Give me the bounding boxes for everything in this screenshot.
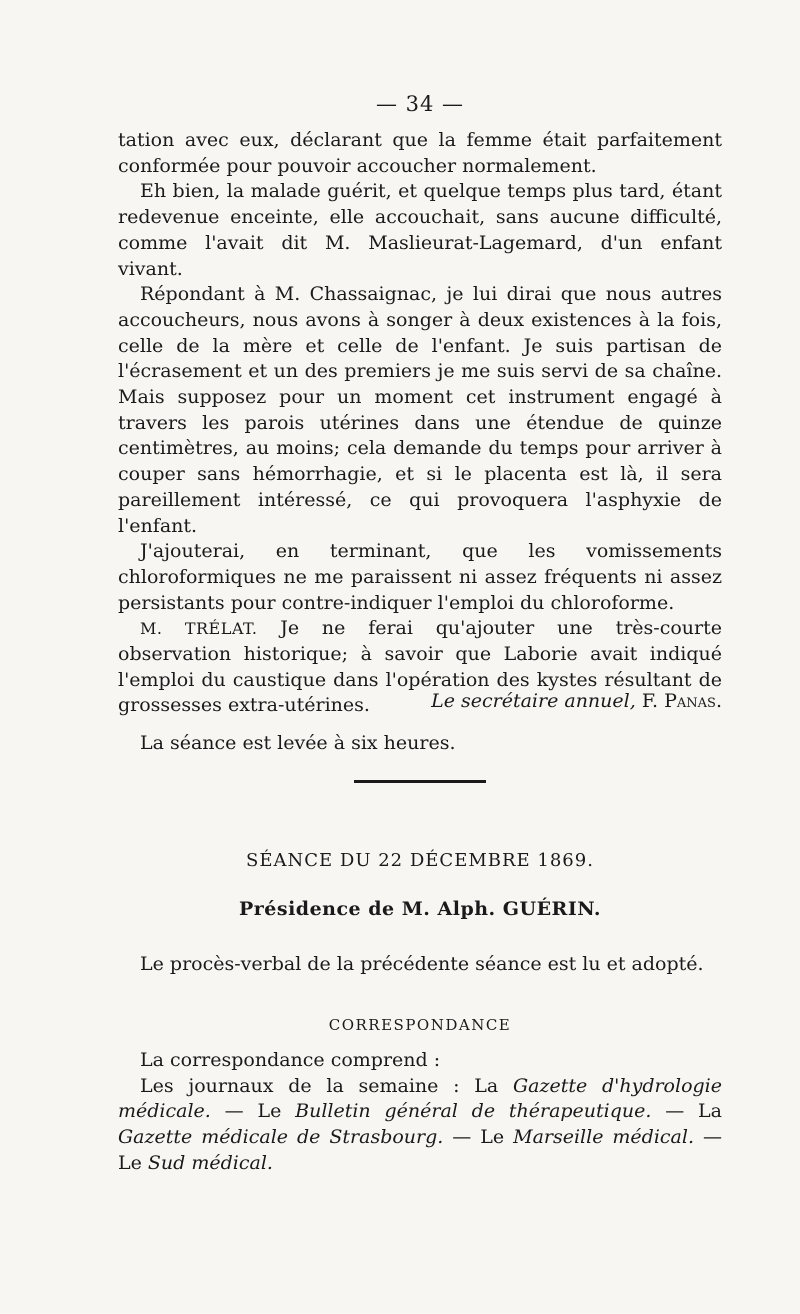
proces-verbal: Le procès-verbal de la précédente séance est lu et adopté. xyxy=(140,953,704,975)
correspondance-journaux xyxy=(118,1074,722,1177)
separator: — Le xyxy=(118,1126,722,1174)
text-block-correspondance xyxy=(118,1048,722,1177)
speaker-text: Je ne ferai qu'ajouter une très-courte observation historique; à savoir que Laborie avait indiqué l'emploi du caustique dans l'opération des kystes résultant de grossesses extra-utérines. xyxy=(118,617,722,717)
signature-role: Le secrétaire annuel, xyxy=(431,690,636,712)
separator: — La xyxy=(651,1100,722,1123)
correspondance-heading: CORRESPONDANCE xyxy=(328,1016,512,1034)
journal-sud-medical: Sud médical. xyxy=(147,1151,273,1174)
separator: — Le xyxy=(443,1126,514,1149)
separator: — Le xyxy=(210,1100,296,1123)
signature-name: F. Panas. xyxy=(641,690,722,712)
journal-gazette-strasbourg: Gazette médicale de Strasbourg. xyxy=(118,1126,444,1149)
journal-bulletin-therapeutique: Bulletin général de thérapeutique. xyxy=(295,1100,652,1123)
presidence-heading: Présidence de M. Alph. GUÉRIN. xyxy=(238,898,602,920)
paragraph-malade: Eh bien, la malade guérit, et quelque temps plus tard, étant redevenue enceinte, elle accouchait, sans aucune difficulté, comme l'avait dit M. Maslieurat-Lagemard, d'un enfant vivant. xyxy=(118,180,722,280)
journal-marseille-medical: Marseille médical. xyxy=(513,1126,695,1149)
speaker-name: M. TRÉLAT. xyxy=(140,619,258,639)
section-divider xyxy=(354,780,486,783)
seance-title: SÉANCE DU 22 DÉCEMBRE 1869. xyxy=(246,850,594,871)
text-block-main xyxy=(118,128,722,757)
paragraph-chloroforme: J'ajouterai, en terminant, que les vomissements chloroformiques ne me paraissent ni assez fréquents ni assez persistants pour contre-indiquer l'emploi du chloroforme. xyxy=(118,540,722,614)
paragraph-reponse-chassaignac: Répondant à M. Chassaignac, je lui dirai que nous autres accoucheurs, nous avons à songer à deux existences à la fois, celle de la mère et celle de l'enfant. Je suis partisan de l'écrasement et un des premiers je me suis servi de sa chaîne. Mais supposez pour un moment cet instrument engagé à travers les parois utérines dans une étendue de quinze centimètres, au moins; cela demande du temps pour arriver à couper sans hémorrhagie, et si le placenta est là, il sera pareillement intéressé, ce qui provoquera l'asphyxie de l'enfant. xyxy=(118,283,722,537)
paragraph-seance-levee: La séance est levée à six heures. xyxy=(140,732,456,755)
journaux-intro: Les journaux de la semaine : La xyxy=(140,1074,513,1097)
correspondance-intro: La correspondance comprend : xyxy=(140,1049,441,1071)
signature xyxy=(431,690,722,712)
page-number: — 34 — xyxy=(375,92,465,116)
paragraph-continuation: tation avec eux, déclarant que la femme était parfaitement conformée pour pouvoir accoucher normalement. xyxy=(118,129,722,177)
journal-gazette-hydrologie: Gazette d'hydrologie médicale. xyxy=(118,1074,722,1123)
